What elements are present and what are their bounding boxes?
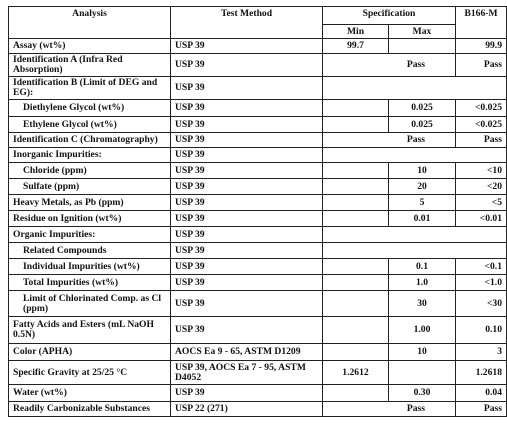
- table-row: [9, 227, 507, 243]
- analysis-cell: Color (APHA): [9, 344, 171, 361]
- empty-cell: [323, 227, 507, 243]
- analysis-cell: Organic Impurities:: [9, 227, 171, 243]
- result-cell: <5: [456, 195, 507, 211]
- method-cell: USP 39: [171, 148, 323, 163]
- analysis-cell: Heavy Metals, as Pb (ppm): [9, 195, 171, 211]
- method-cell: USP 39: [171, 195, 323, 211]
- table-row: [9, 259, 507, 275]
- min-cell: [323, 344, 389, 361]
- result-cell: 1.2618: [456, 361, 507, 385]
- result-cell: 99.9: [456, 39, 507, 54]
- analysis-cell: Diethylene Glycol (wt%): [9, 100, 171, 117]
- table-row: [9, 117, 507, 133]
- table-row: [9, 211, 507, 227]
- min-cell: 99.7: [323, 39, 389, 54]
- method-cell: USP 39: [171, 54, 323, 77]
- empty-cell: [323, 243, 507, 259]
- analysis-cell: Sulfate (ppm): [9, 179, 171, 195]
- result-cell: <20: [456, 179, 507, 195]
- method-cell: USP 39: [171, 77, 323, 100]
- analysis-cell: Water (wt%): [9, 385, 171, 402]
- result-cell: 0.10: [456, 317, 507, 344]
- min-cell: [323, 100, 389, 117]
- analysis-cell: Identification B (Limit of DEG and EG):: [9, 77, 171, 100]
- table-row: [9, 402, 507, 417]
- max-cell: 0.30: [389, 385, 456, 402]
- max-cell: 1.0: [389, 275, 456, 291]
- max-cell: 0.025: [389, 117, 456, 133]
- table-row: [9, 163, 507, 179]
- analysis-header: Analysis: [9, 7, 171, 39]
- result-cell: 0.04: [456, 385, 507, 402]
- result-cell: <1.0: [456, 275, 507, 291]
- method-cell: USP 39: [171, 39, 323, 54]
- result-cell: 3: [456, 344, 507, 361]
- min-cell: [323, 195, 389, 211]
- specification-table: [8, 6, 507, 417]
- max-header: Max: [389, 25, 456, 39]
- spec-cell: Pass: [323, 402, 456, 417]
- method-cell: USP 39: [171, 117, 323, 133]
- table-row: [9, 344, 507, 361]
- min-cell: 1.2612: [323, 361, 389, 385]
- lot-header: B166-M: [456, 7, 507, 39]
- result-cell: Pass: [456, 54, 507, 77]
- table-row: [9, 133, 507, 148]
- analysis-cell: Total Impurities (wt%): [9, 275, 171, 291]
- spec-cell: Pass: [323, 133, 456, 148]
- table-row: [9, 179, 507, 195]
- table-row: [9, 317, 507, 344]
- method-cell: USP 39: [171, 227, 323, 243]
- max-cell: 20: [389, 179, 456, 195]
- table-row: [9, 385, 507, 402]
- min-cell: [323, 179, 389, 195]
- min-cell: [323, 163, 389, 179]
- table-row: [9, 361, 507, 385]
- min-cell: [323, 291, 389, 317]
- table-row: [9, 54, 507, 77]
- analysis-cell: Inorganic Impurities:: [9, 148, 171, 163]
- spec-cell: Pass: [323, 54, 456, 77]
- table-row: [9, 243, 507, 259]
- table-row: [9, 100, 507, 117]
- analysis-cell: Identification A (Infra Red Absorption): [9, 54, 171, 77]
- min-cell: [323, 275, 389, 291]
- max-cell: 0.01: [389, 211, 456, 227]
- analysis-cell: Ethylene Glycol (wt%): [9, 117, 171, 133]
- result-cell: <0.01: [456, 211, 507, 227]
- method-cell: USP 39: [171, 100, 323, 117]
- test-method-header: Test Method: [171, 7, 323, 39]
- specification-header: Specification: [323, 7, 456, 25]
- analysis-cell: Readily Carbonizable Substances: [9, 402, 171, 417]
- empty-cell: [323, 77, 507, 100]
- method-cell: USP 39: [171, 291, 323, 317]
- result-cell: Pass: [456, 133, 507, 148]
- analysis-cell: Related Compounds: [9, 243, 171, 259]
- method-cell: USP 39: [171, 259, 323, 275]
- method-cell: USP 39: [171, 275, 323, 291]
- min-cell: [323, 211, 389, 227]
- table-row: [9, 291, 507, 317]
- min-cell: [323, 385, 389, 402]
- method-cell: USP 39, AOCS Ea 7 - 95, ASTM D4052: [171, 361, 323, 385]
- max-cell: 0.1: [389, 259, 456, 275]
- max-cell: 1.00: [389, 317, 456, 344]
- result-cell: <30: [456, 291, 507, 317]
- table-row: [9, 195, 507, 211]
- result-cell: <0.025: [456, 117, 507, 133]
- method-cell: USP 39: [171, 133, 323, 148]
- max-cell: 10: [389, 344, 456, 361]
- method-cell: USP 39: [171, 211, 323, 227]
- max-cell: [389, 361, 456, 385]
- max-cell: 5: [389, 195, 456, 211]
- table-row: [9, 148, 507, 163]
- analysis-cell: Specific Gravity at 25/25 °C: [9, 361, 171, 385]
- empty-cell: [323, 148, 507, 163]
- table-row: [9, 39, 507, 54]
- method-cell: USP 39: [171, 243, 323, 259]
- result-cell: <10: [456, 163, 507, 179]
- analysis-cell: Residue on Ignition (wt%): [9, 211, 171, 227]
- max-cell: 0.025: [389, 100, 456, 117]
- max-cell: 30: [389, 291, 456, 317]
- result-cell: <0.1: [456, 259, 507, 275]
- analysis-cell: Chloride (ppm): [9, 163, 171, 179]
- table-row: [9, 275, 507, 291]
- result-cell: <0.025: [456, 100, 507, 117]
- analysis-cell: Assay (wt%): [9, 39, 171, 54]
- method-cell: AOCS Ea 9 - 65, ASTM D1209: [171, 344, 323, 361]
- method-cell: USP 39: [171, 179, 323, 195]
- analysis-cell: Individual Impurities (wt%): [9, 259, 171, 275]
- method-cell: USP 39: [171, 163, 323, 179]
- analysis-cell: Identification C (Chromatography): [9, 133, 171, 148]
- min-cell: [323, 317, 389, 344]
- method-cell: USP 22 (271): [171, 402, 323, 417]
- analysis-cell: Limit of Chlorinated Comp. as Cl (ppm): [9, 291, 171, 317]
- table-row: [9, 77, 507, 100]
- result-cell: Pass: [456, 402, 507, 417]
- max-cell: [389, 39, 456, 54]
- min-cell: [323, 259, 389, 275]
- method-cell: USP 39: [171, 317, 323, 344]
- min-header: Min: [323, 25, 389, 39]
- analysis-cell: Fatty Acids and Esters (mL NaOH 0.5N): [9, 317, 171, 344]
- min-cell: [323, 117, 389, 133]
- method-cell: USP 39: [171, 385, 323, 402]
- max-cell: 10: [389, 163, 456, 179]
